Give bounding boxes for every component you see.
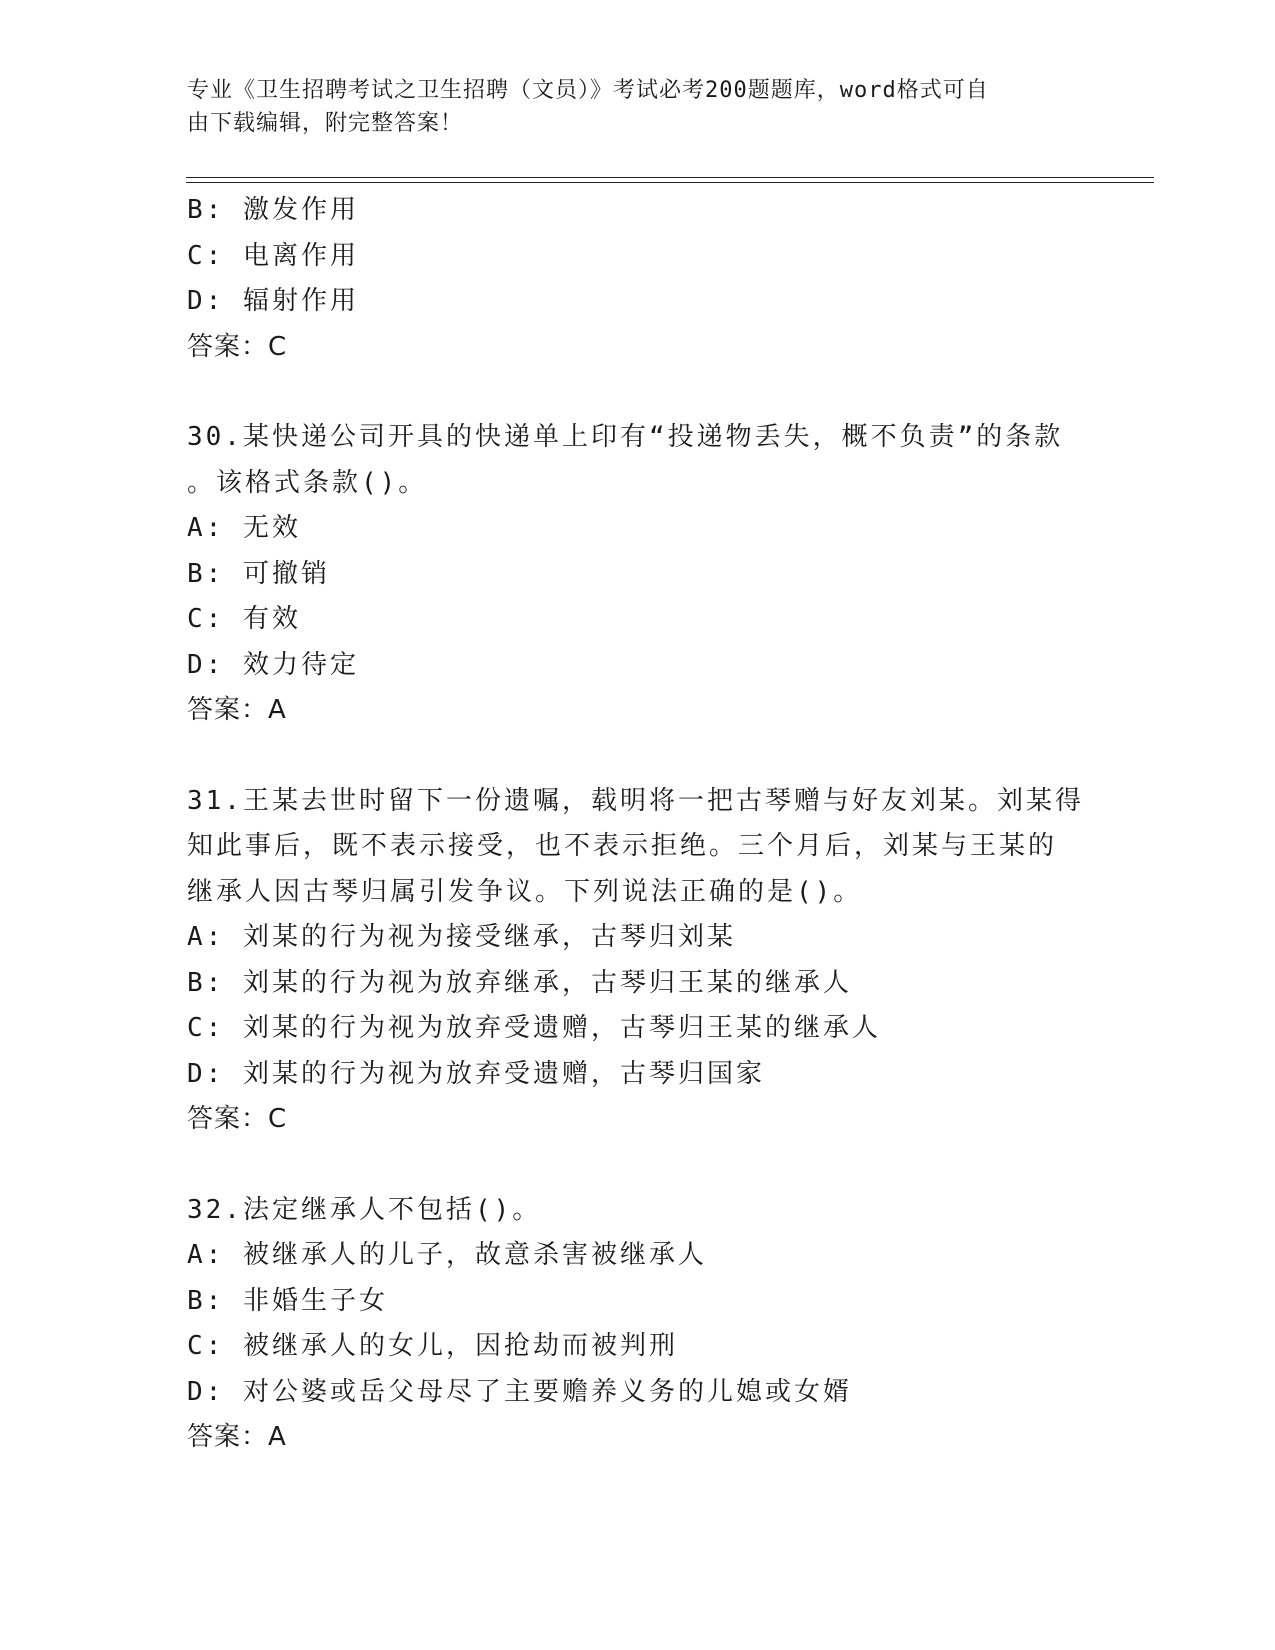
question-30 xyxy=(187,415,1087,734)
option-a: A: 无效 xyxy=(187,513,301,543)
option-c: C: 刘某的行为视为放弃受遗赠，古琴归王某的继承人 xyxy=(187,1013,881,1043)
question-stem-line: 继承人因古琴归属引发争议。下列说法正确的是()。 xyxy=(187,876,863,907)
header-rule-top xyxy=(186,177,1154,178)
header-line-2: 由下载编辑，附完整答案！ xyxy=(187,111,464,136)
header-line-1: 专业《卫生招聘考试之卫生招聘（文员）》考试必考200题题库，word格式可自 xyxy=(187,78,989,103)
option-c: C: 有效 xyxy=(187,604,301,634)
option-a: A: 被继承人的儿子，故意杀害被继承人 xyxy=(187,1240,707,1270)
question-stem-line: 。该格式条款()。 xyxy=(187,467,428,498)
answer-line: 答案：C xyxy=(187,1104,288,1134)
option-c: C: 被继承人的女儿，因抢劫而被判刑 xyxy=(187,1331,678,1361)
question-29-partial xyxy=(187,188,1087,370)
option-b: B: 非婚生子女 xyxy=(187,1285,388,1316)
option-d: D: 辐射作用 xyxy=(187,286,359,316)
answer-line: 答案：C xyxy=(187,331,288,362)
question-stem-line: 31.王某去世时留下一份遗嘱，载明将一把古琴赠与好友刘某。刘某得 xyxy=(187,785,1084,816)
option-c: C: 电离作用 xyxy=(187,240,359,271)
option-d: D: 刘某的行为视为放弃受遗赠，古琴归国家 xyxy=(187,1058,765,1089)
question-list xyxy=(187,188,1087,1461)
answer-line: 答案：A xyxy=(187,1422,287,1452)
option-b: B: 刘某的行为视为放弃继承，古琴归王某的继承人 xyxy=(187,967,852,998)
question-31 xyxy=(187,779,1087,1143)
option-a: A: 刘某的行为视为接受继承，古琴归刘某 xyxy=(187,922,736,952)
option-b: B: 可撤销 xyxy=(187,558,330,589)
option-b: B: 激发作用 xyxy=(187,195,359,225)
option-d: D: 对公婆或岳父母尽了主要赡养义务的儿媳或女婿 xyxy=(187,1376,852,1407)
option-d: D: 效力待定 xyxy=(187,649,359,680)
document-header xyxy=(187,74,1067,140)
header-rule-bottom xyxy=(186,182,1154,183)
question-stem-line: 32.法定继承人不包括()。 xyxy=(187,1194,542,1225)
question-stem-line: 30.某快递公司开具的快递单上印有“投递物丢失，概不负责”的条款 xyxy=(187,422,1064,452)
question-32 xyxy=(187,1188,1087,1461)
question-stem-line: 知此事后，既不表示接受，也不表示拒绝。三个月后，刘某与王某的 xyxy=(187,831,1058,861)
answer-line: 答案：A xyxy=(187,695,287,725)
